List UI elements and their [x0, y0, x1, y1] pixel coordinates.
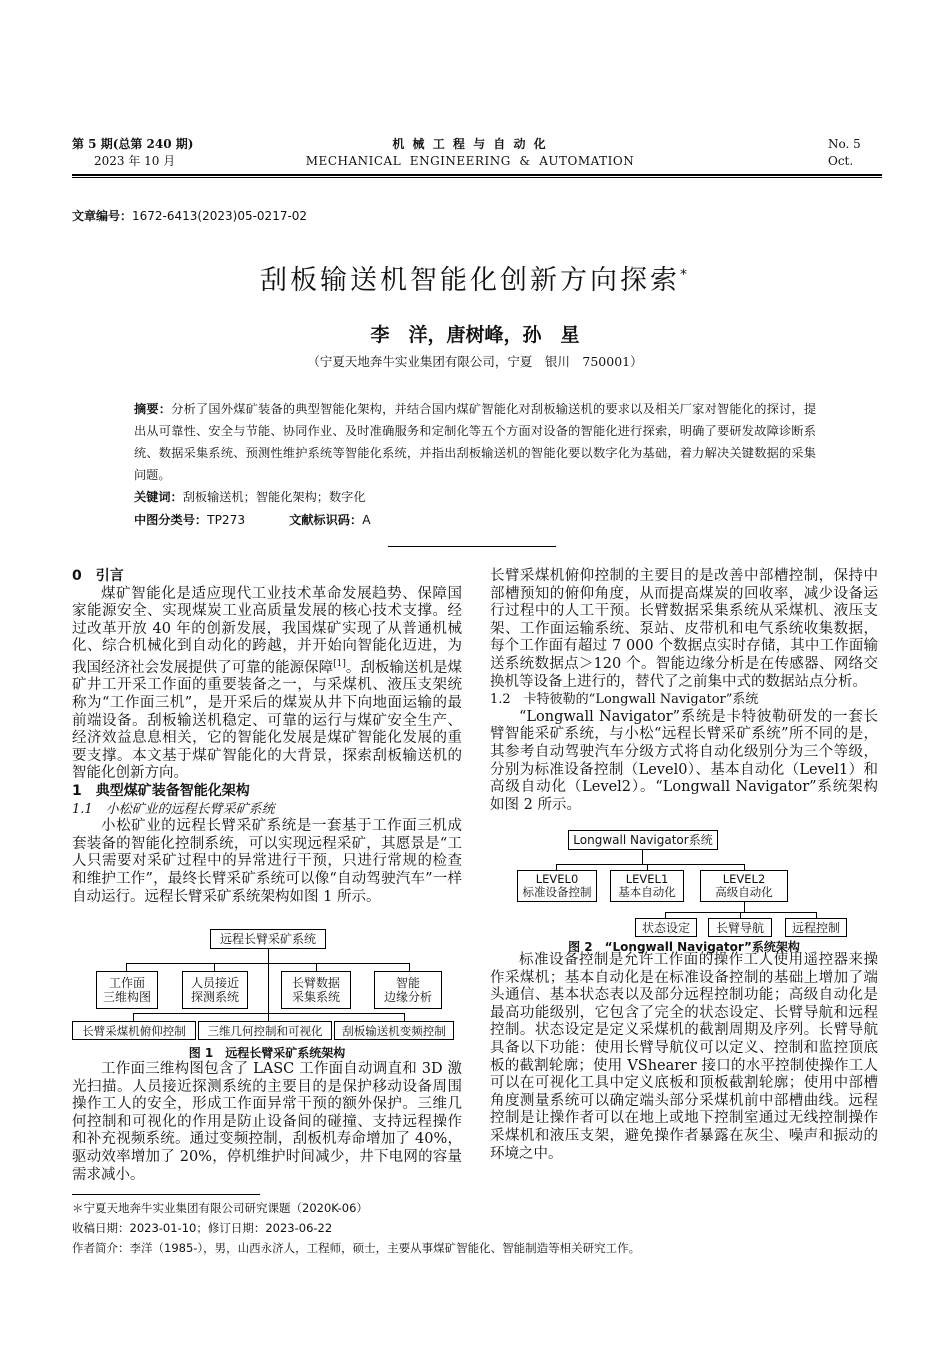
fig2-root-box: [568, 830, 718, 850]
section-0-title: 0 引言: [72, 568, 124, 584]
fig1-box-geometry: [198, 1021, 332, 1040]
keywords-text: 刮板输送机；智能化架构；数字化: [182, 490, 366, 504]
issue-date: 2023 年 10 月: [94, 154, 176, 168]
fig2-level1-bus: [556, 864, 744, 865]
keywords: [134, 487, 366, 507]
authors: 李 洋，唐树峰，孙 星: [370, 324, 580, 346]
footnote-dates: 收稿日期：2023-01-10；修订日期：2023-06-22: [72, 1221, 333, 1235]
fig1-label-edge: 智能 边缘分析: [383, 976, 432, 1004]
fig1-box-vfd: [334, 1021, 454, 1040]
fig1-label-pitch: 长臂采煤机俯仰控制: [82, 1023, 186, 1038]
clc-label: 中图分类号：: [134, 513, 208, 527]
doc-code-value: A: [362, 513, 371, 527]
fig1-box-data-acq: [281, 971, 351, 1009]
section-0-paragraph: [72, 586, 462, 783]
fig1-caption: 图 1 远程长臂采矿系统架构: [188, 1046, 346, 1060]
section-1-2-title: 1.2 卡特彼勒的“Longwall Navigator”系统: [490, 692, 759, 708]
abstract: [134, 398, 816, 486]
fig1-label-geometry: 三维几何控制和可视化: [207, 1023, 323, 1038]
fig2-box-level0: [517, 870, 597, 902]
fig2-caption: 图 2 “Longwall Navigator”系统架构: [568, 940, 800, 954]
fig2-box-state: [635, 918, 697, 937]
fig1-drop-6: [268, 1013, 269, 1021]
fig1-drop-3: [316, 963, 317, 971]
right-paragraph-2: “Longwall Navigator”系统是卡特彼勒研发的一套长臂智能采矿系统，与小松“远程长臂采矿系统”所不同的是，其参考自动驾驶汽车分级方式将自动化级别分为三个等级，分别为标准设备控制（Level0）、基本自动化（Level1）和高级自动化（Level2）。“Longwall Navigator”系统架构如图 2 所示。: [490, 708, 878, 813]
header-no: [828, 136, 861, 170]
fig1-level2-stem: [268, 963, 269, 1013]
journal-cn: 机 械 工 程 与 自 动 化: [392, 137, 548, 151]
header-issue: [72, 136, 193, 170]
fig1-box-face-3d: [96, 971, 158, 1009]
footnote-fund: ＊宁夏天地奔牛实业集团有限公司研究课题（2020K-06）: [72, 1201, 368, 1215]
left-column: [72, 568, 462, 906]
month-label: Oct.: [828, 154, 854, 168]
fig2-label-state: 状态设定: [641, 920, 690, 935]
article-number-value: 1672-6413(2023)05-0217-02: [132, 209, 308, 223]
title-text: 刮板输送机智能化创新方向探索: [260, 265, 680, 296]
section-0-text-a: 煤矿智能化是适应现代工业技术革命发展趋势、保障国家能源安全、实现煤炭工业高质量发展的核心技术支撑。经过改革开放 40 年的创新发展，我国煤矿实现了从普通机械化、综合机械化到自动化的跨越，并开始向智能化迈进，为我国经济社会发展提供了可靠的能源保障: [72, 585, 462, 676]
abstract-text: 分析了国外煤矿装备的典型智能化架构，并结合国内煤矿智能化对刮板输送机的要求以及相关厂家对智能化的探讨，提出从可靠性、安全与节能、协同作业、及时准确服务和定制化等五个方面对设备的智能化进行探索，明确了要研发故障诊断系统、数据采集系统、预测性维护系统等智能化系统，并指出刮板输送机的智能化要以数字化为基础，着力解决关键数据的采集问题。: [134, 402, 817, 482]
fig1-drop-1: [126, 963, 127, 971]
fig2-label-level1: LEVEL1 基本自动化: [618, 872, 676, 899]
classification: [134, 510, 371, 530]
fig1-root-stem: [268, 949, 269, 963]
fig2-label-navigation: 长臂导航: [715, 920, 764, 935]
fig2-label-remote: 远程控制: [791, 920, 840, 935]
citation-1: [1]: [333, 658, 346, 669]
fig1-drop-5: [133, 1013, 134, 1021]
fig1-drop-4: [409, 963, 410, 971]
fig1-drop-7: [404, 1013, 405, 1021]
right-column-continued: [490, 952, 878, 1163]
title-footnote-mark: *: [680, 267, 690, 283]
journal-en: MECHANICAL ENGINEERING & AUTOMATION: [305, 154, 635, 168]
fig2-level2-stem: [744, 902, 745, 912]
fig2-box-level1: [610, 870, 684, 902]
keywords-label: 关键词：: [134, 490, 183, 504]
fig1-box-pitch: [72, 1021, 196, 1040]
article-number: [72, 207, 307, 224]
fig2-box-navigation: [708, 918, 772, 937]
footnotes: [72, 1198, 882, 1258]
abstract-label: 摘要：: [134, 402, 172, 416]
doc-code-label: 文献标识码：: [289, 513, 363, 527]
fig1-root-label: 远程长臂采矿系统: [219, 932, 316, 946]
paper-title: [0, 258, 950, 297]
right-column: [490, 568, 878, 814]
section-1-1-paragraph-2: 工作面三维构图包含了 LASC 工作面自动调直和 3D 激光扫描。人员接近探测系统的主要目的是保护移动设备周围操作工人的安全，形成工作面异常干预的额外保护。三维几何控制和可视化的作用是防止设备间的碰撞、支持远程操作和补充视频系统。通过变频控制，刮板机寿命增加了 40%，驱动效率增加了 20%，停机维护时间减少，井下电网的容量需求减小。: [72, 1061, 462, 1183]
fig1-label-face-3d: 工作面 三维构图: [102, 976, 151, 1004]
no-label: No. 5: [828, 137, 861, 151]
figure-2: [490, 826, 878, 954]
left-column-continued: [72, 1061, 462, 1184]
fig1-label-vfd: 刮板输送机变频控制: [342, 1023, 446, 1038]
header-rule-1: [72, 174, 882, 176]
fig2-box-level2: [700, 870, 788, 902]
section-1-1-paragraph: 小松矿业的远程长臂采矿系统是一套基于工作面三机成套装备的智能化控制系统，可以实现远程采矿，其愿景是“工人只需要对采矿过程中的异常进行干预，只进行常规的检查和维护工作”，最终长臂采矿系统可以像“自动驾驶汽车”一样自动运行。远程长臂采矿系统架构如图 1 所示。: [72, 818, 462, 905]
fig1-root-box: [210, 929, 326, 949]
section-1-title: 1 典型煤矿装备智能化架构: [72, 782, 250, 799]
right-paragraph-3: 标准设备控制是允许工作面的操作工人使用遥控器来操作采煤机；基本自动化是在标准设备控制的基础上增加了端头通信、基本状态表以及部分远程控制功能；高级自动化是最高功能级别，它包含了完全的状态设定、长臂导航和远程控制。状态设定是定义采煤机的截割周期及序列。长臂导航具备以下功能：使用长臂导航仪可以定义、控制和监控顶底板的截割轮廓；使用 VShearer 接口的水平控制使操作工人可以在可视化工具中定义底板和顶板截割轮廓；使用中部槽角度测量系统可以确定端头部分采煤机前中部槽曲线。远程控制是让操作者可以在地上或地下控制室通过无线控制操作采煤机和液压支架，避免操作者暴露在灰尘、噪声和振动的环境之中。: [490, 952, 878, 1162]
affiliation: （宁夏天地奔牛实业集团有限公司，宁夏 银川 750001）: [307, 354, 643, 369]
fig2-label-level0: LEVEL0 标准设备控制: [522, 872, 592, 899]
fig2-root-label: Longwall Navigator系统: [573, 833, 713, 847]
abstract-divider: [388, 546, 556, 547]
clc-value: TP273: [207, 513, 246, 527]
fig1-drop-2: [214, 963, 215, 971]
figure-1: [72, 926, 462, 1061]
fig1-box-edge: [374, 971, 442, 1009]
issue-number: 第 5 期(总第 240 期): [72, 137, 194, 151]
right-paragraph-1: 长臂采煤机俯仰控制的主要目的是改善中部槽控制，保持中部槽预知的俯仰角度，从而提高煤炭的回收率，减少设备运行过程中的人工干预。长臂数据采集系统从采煤机、液压支架、工作面运输系统、泵站、皮带机和电气系统收集数据，每个工作面有超过 7 000 个数据点实时存储，其中工作面输送系统数据点＞120 个。智能边缘分析是在传感器、网络交换机等设备上进行的，替代了之前集中式的数据站点分析。: [490, 568, 878, 690]
article-number-label: 文章编号：: [72, 209, 133, 223]
header-journal: [280, 136, 660, 170]
footnote-author: 作者简介：李洋（1985-），男，山西永济人，工程师，硕士，主要从事煤矿智能化、智能制造等相关研究工作。: [72, 1241, 641, 1255]
footnote-rule: [72, 1194, 260, 1195]
fig2-label-level2: LEVEL2 高级自动化: [715, 872, 773, 899]
fig1-box-proximity: [182, 971, 248, 1009]
fig1-label-proximity: 人员接近 探测系统: [190, 976, 239, 1004]
section-1-1-title: 1.1 小松矿业的远程长臂采矿系统: [72, 801, 275, 817]
section-0-text-b: 。刮板输送机是煤矿井工开采工作面的重要装备之一，与采煤机、液压支架统称为“工作面三机”，是开采后的煤炭从井下向地面运输的最前端设备。刮板输送机稳定、可靠的运行与煤矿安全生产、经济效益息息相关，它的智能化发展是煤矿智能化发展的重要支撑。本文基于煤矿智能化的大背景，探索刮板输送机的智能化创新方向。: [72, 659, 462, 782]
fig2-box-remote: [785, 918, 847, 937]
fig1-label-data-acq: 长臂数据 采集系统: [291, 976, 340, 1004]
fig2-root-stem: [642, 850, 643, 864]
header-rule-2: [72, 177, 882, 178]
